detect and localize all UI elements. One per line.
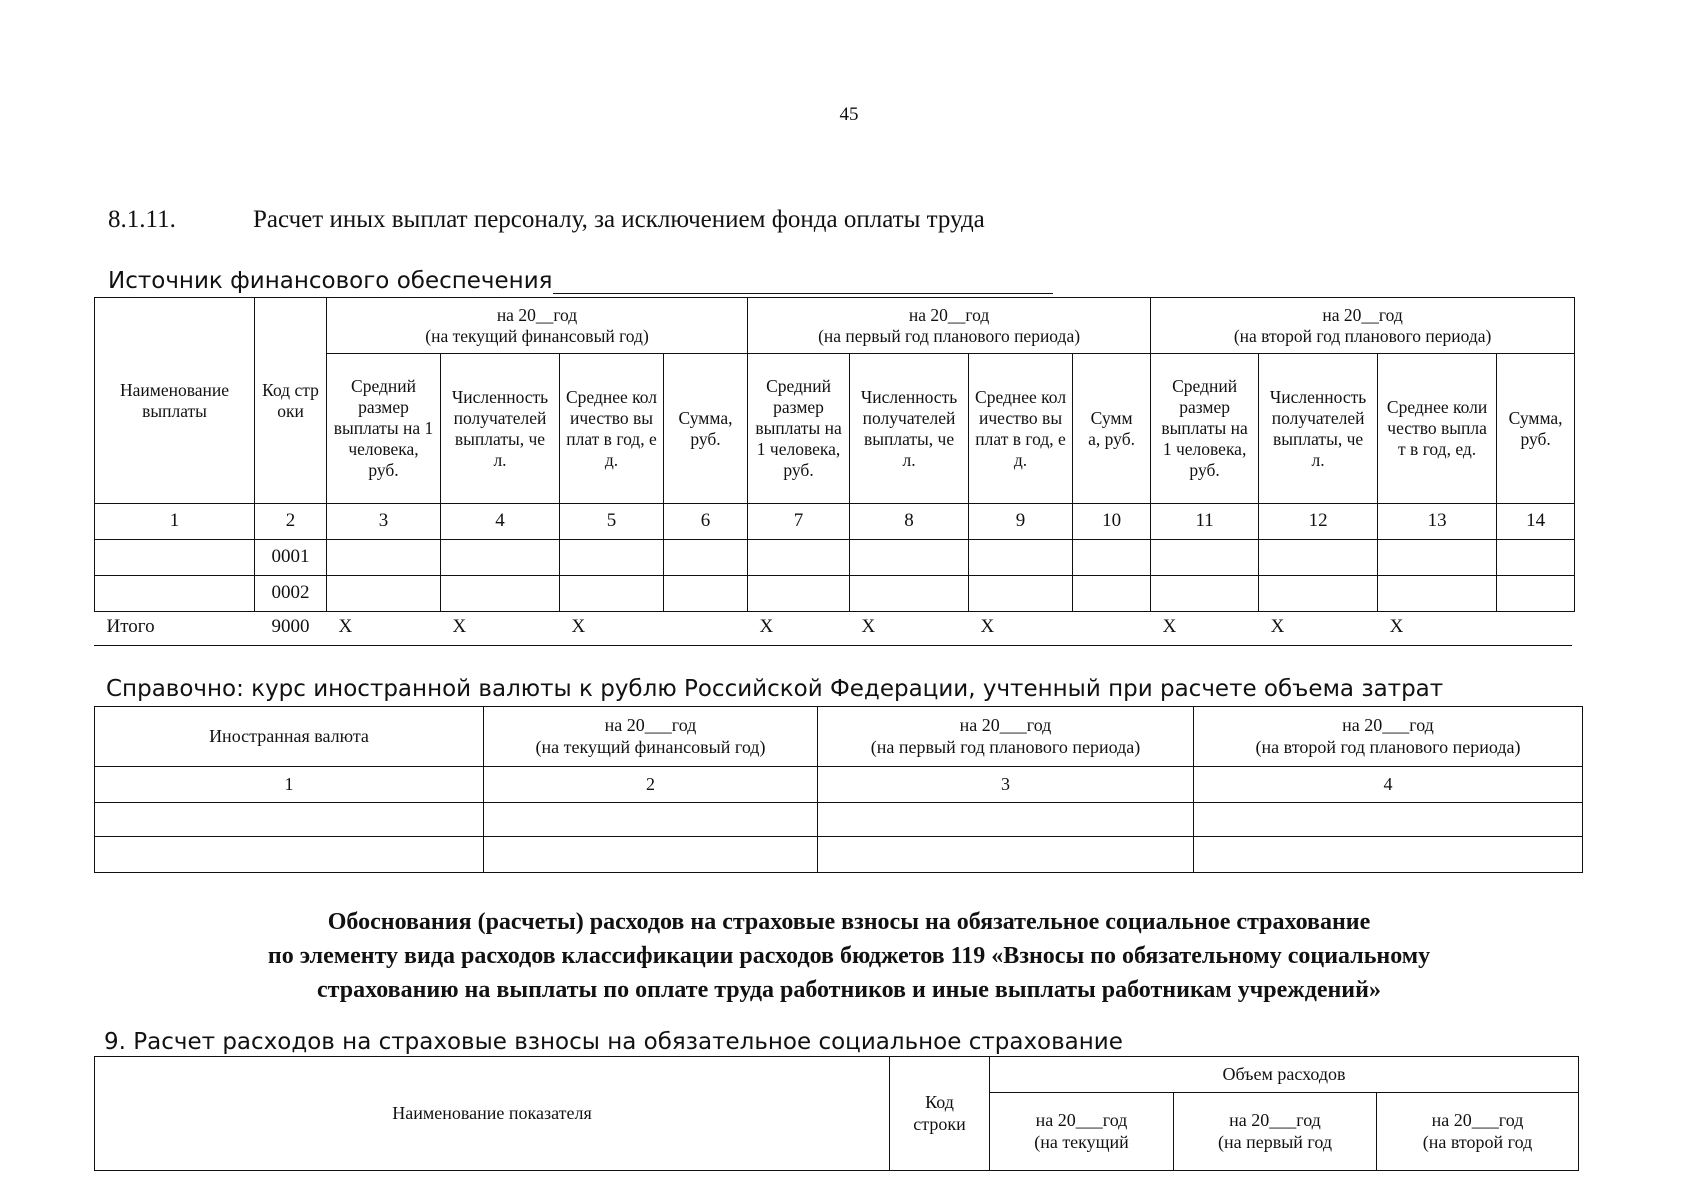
cell[interactable] <box>969 576 1073 612</box>
column-number: 2 <box>255 504 327 540</box>
cell[interactable] <box>1151 540 1259 576</box>
total-mark: X <box>571 616 586 638</box>
total-row <box>95 612 1575 644</box>
reference-label: Справочно: курс иностранной валюты к рублю Российской Федерации, учтенный при расчете объема затрат <box>106 676 1444 702</box>
period-header-second-plan <box>1377 1093 1579 1171</box>
cell-row-code: 0002 <box>255 576 327 612</box>
cell[interactable] <box>95 803 484 837</box>
col-header-row-code-text: Код строки <box>913 1091 966 1134</box>
subheader-avg-count: Среднее количество выплат в год, ед. <box>969 354 1073 504</box>
heading-line: Обоснования (расчеты) расходов на страховые взносы на обязательное социальное страхование <box>327 909 1371 935</box>
cell[interactable] <box>441 540 560 576</box>
column-number: 9 <box>969 504 1073 540</box>
total-mark <box>1073 612 1151 644</box>
period-year: на 20___год <box>1035 1109 1128 1130</box>
col-header-payment-name: Наименование выплаты <box>95 298 255 504</box>
column-number: 3 <box>327 504 441 540</box>
total-mark <box>664 612 748 644</box>
cell[interactable] <box>1497 540 1575 576</box>
cell[interactable] <box>969 540 1073 576</box>
cell[interactable] <box>818 837 1194 873</box>
column-number: 5 <box>560 504 664 540</box>
period-note: (на первый год планового периода) <box>870 736 1141 757</box>
subheader-recipients: Численность получателей выплаты, чел. <box>441 354 560 504</box>
column-number: 11 <box>1151 504 1259 540</box>
subheader-sum: Сумма, руб. <box>664 354 748 504</box>
period-year: на 20___год <box>1431 1109 1524 1130</box>
total-mark: X <box>980 616 995 638</box>
cell[interactable] <box>95 837 484 873</box>
insurance-contributions-table <box>94 1056 1579 1171</box>
funding-source-blank <box>553 273 1053 294</box>
period-year: на 20__год <box>908 304 990 325</box>
subheader-sum: Сумма, руб. <box>1073 354 1151 504</box>
cell[interactable] <box>748 540 850 576</box>
cell[interactable] <box>1151 576 1259 612</box>
period-year: на 20__год <box>1322 304 1403 325</box>
period-header-first-plan <box>818 707 1194 767</box>
cell[interactable] <box>748 576 850 612</box>
period-year: на 20___год <box>959 714 1052 735</box>
cell-payment-name[interactable] <box>95 576 255 612</box>
col-header-row-code-text: Код строки <box>262 379 319 421</box>
cell[interactable] <box>850 540 969 576</box>
column-number: 14 <box>1497 504 1575 540</box>
col-header-indicator: Наименование показателя <box>95 1057 890 1171</box>
total-mark: X <box>1389 616 1404 638</box>
volume-header: Объем расходов <box>990 1057 1579 1093</box>
period-header-current <box>990 1093 1174 1171</box>
cell[interactable] <box>664 576 748 612</box>
subheader-sum: Сумма, руб. <box>1497 354 1575 504</box>
subheader-recipients: Численность получателей выплаты, чел. <box>850 354 969 504</box>
total-mark: X <box>759 616 774 638</box>
column-number: 7 <box>748 504 850 540</box>
funding-source-label: Источник финансового обеспечения <box>108 268 553 294</box>
total-underline <box>94 645 1572 646</box>
heading-line: страхованию на выплаты по оплате труда работников и иные выплаты работникам учреждений» <box>317 977 1381 1003</box>
period-header-second-plan <box>1151 298 1575 354</box>
column-number: 2 <box>484 767 818 803</box>
total-mark: X <box>861 616 876 638</box>
cell[interactable] <box>1073 540 1151 576</box>
total-mark: X <box>1162 616 1177 638</box>
column-number: 1 <box>95 767 484 803</box>
subheader-avg-payment: Средний размер выплаты на 1 человека, руб. <box>748 354 850 504</box>
total-mark: X <box>338 616 353 638</box>
period-note: (на второй год <box>1422 1131 1533 1152</box>
page-number: 45 <box>839 104 859 125</box>
period-note: (на первый год планового периода) <box>818 325 1081 346</box>
cell[interactable] <box>560 576 664 612</box>
period-year: на 20___год <box>1342 714 1434 735</box>
insurance-justification-heading <box>0 905 1698 1007</box>
subheader-avg-payment: Средний размер выплаты на 1 человека, руб. <box>327 354 441 504</box>
column-number: 10 <box>1073 504 1151 540</box>
period-header-second-plan <box>1194 707 1583 767</box>
period-note: (на первый год <box>1217 1131 1333 1152</box>
col-header-row-code <box>255 298 327 504</box>
cell[interactable] <box>1259 540 1378 576</box>
section-title: Расчет иных выплат персоналу, за исключением фонда оплаты труда <box>253 206 985 233</box>
period-year: на 20__год <box>496 304 578 325</box>
column-number: 3 <box>818 767 1194 803</box>
cell[interactable] <box>484 803 818 837</box>
period-header-current <box>484 707 818 767</box>
column-number: 8 <box>850 504 969 540</box>
total-mark <box>1497 612 1575 644</box>
col-header-currency: Иностранная валюта <box>95 707 484 767</box>
column-number-row <box>95 767 1583 803</box>
column-number: 1 <box>95 504 255 540</box>
other-payments-table <box>94 297 1575 644</box>
cell[interactable] <box>484 837 818 873</box>
period-note: (на текущий финансовый год) <box>425 325 649 346</box>
funding-source-line <box>108 268 1053 294</box>
cell[interactable] <box>327 576 441 612</box>
period-note: (на текущий финансовый год) <box>535 736 766 757</box>
cell[interactable] <box>1259 576 1378 612</box>
period-year: на 20___год <box>604 714 697 735</box>
period-year: на 20___год <box>1229 1109 1321 1130</box>
column-number: 4 <box>441 504 560 540</box>
column-number: 4 <box>1194 767 1583 803</box>
cell[interactable] <box>327 540 441 576</box>
cell[interactable] <box>818 803 1194 837</box>
cell[interactable] <box>1497 576 1575 612</box>
period-header-current <box>327 298 748 354</box>
column-number-row <box>95 504 1575 540</box>
total-code: 9000 <box>271 616 310 638</box>
table-row <box>95 803 1583 837</box>
currency-rate-table <box>94 706 1583 873</box>
period-header-first-plan <box>1174 1093 1377 1171</box>
section9-title: 9. Расчет расходов на страховые взносы на обязательное социальное страхование <box>104 1029 1123 1055</box>
table-row <box>95 576 1575 612</box>
cell[interactable] <box>1073 576 1151 612</box>
total-label: Итого <box>106 616 155 638</box>
cell[interactable] <box>441 576 560 612</box>
subheader-avg-payment: Средний размер выплаты на 1 человека, руб. <box>1151 354 1259 504</box>
period-note: (на текущий <box>1034 1131 1129 1152</box>
total-mark: X <box>452 616 467 638</box>
cell[interactable] <box>1378 540 1497 576</box>
table-row <box>95 540 1575 576</box>
subheader-avg-count: Среднее количество выплат в год, ед. <box>560 354 664 504</box>
subheader-avg-count: Среднее количество выплат в год, ед. <box>1378 354 1497 504</box>
cell[interactable] <box>850 576 969 612</box>
column-number: 6 <box>664 504 748 540</box>
col-header-row-code <box>890 1057 990 1171</box>
cell[interactable] <box>664 540 748 576</box>
period-note: (на второй год планового периода) <box>1233 325 1492 346</box>
total-mark: X <box>1270 616 1285 638</box>
heading-line: по элементу вида расходов классификации расходов бюджетов 119 «Взносы по обязательному социальному <box>267 943 1431 969</box>
section-number: 8.1.11. <box>108 206 176 233</box>
cell-payment-name[interactable] <box>95 540 255 576</box>
cell[interactable] <box>1194 837 1583 873</box>
column-number: 13 <box>1378 504 1497 540</box>
cell[interactable] <box>1378 576 1497 612</box>
cell[interactable] <box>1194 803 1583 837</box>
table-row <box>95 837 1583 873</box>
subheader-recipients: Численность получателей выплаты, чел. <box>1259 354 1378 504</box>
period-note: (на второй год планового периода) <box>1255 736 1521 757</box>
column-number: 12 <box>1259 504 1378 540</box>
cell[interactable] <box>560 540 664 576</box>
period-header-first-plan <box>748 298 1151 354</box>
cell-row-code: 0001 <box>255 540 327 576</box>
